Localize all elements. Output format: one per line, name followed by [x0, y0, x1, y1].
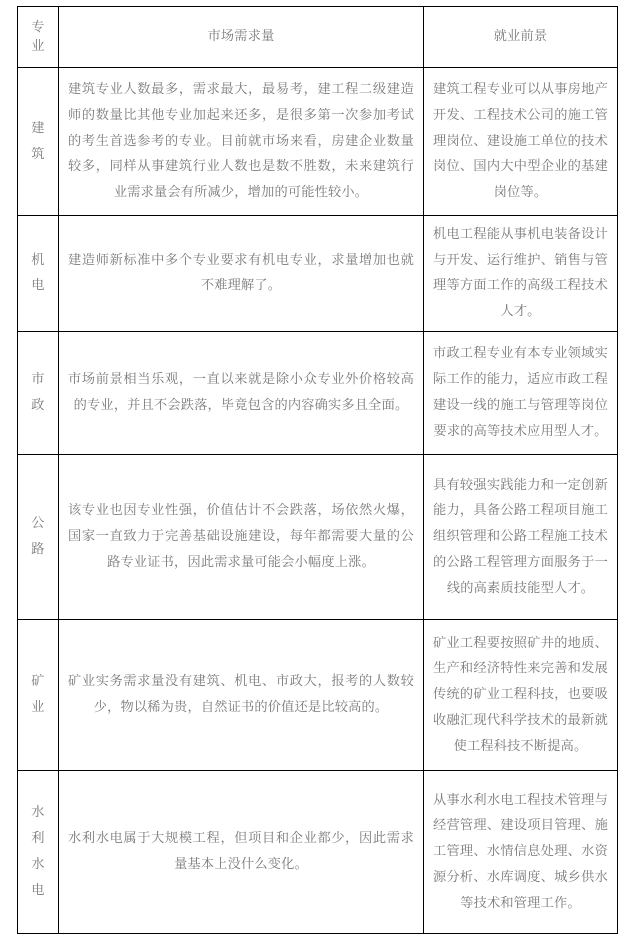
- cell-major: 市政: [18, 331, 59, 454]
- cell-demand: 该专业也因专业性强，价值估计不会跌落，场依然火爆，国家一直致力于完善基础设施建设，每年都需要大量的公路专业证书，因此需求量可能会小幅度上涨。: [59, 454, 424, 619]
- table-row: [18, 216, 618, 332]
- cell-outlook: 机电工程能从事机电装备设计与开发、运行维护、销售与管理等方面工作的高级工程技术人才。: [424, 216, 618, 332]
- cell-demand: 市场前景相当乐观，一直以来就是除小众专业外价格较高的专业，并且不会跌落，毕竟包含的内容确实多且全面。: [59, 331, 424, 454]
- column-header-major: [18, 7, 59, 68]
- cell-demand: 建筑专业人数最多，需求最大，最易考，建工程二级建造师的数量比其他专业加起来还多，是很多第一次参加考试的考生首选参考的专业。目前就市场来看，房建企业数量较多，同样从事建筑行业人数也是数不胜数，未来建筑行业需求量会有所减少，增加的可能性较小。: [59, 68, 424, 216]
- column-header-outlook: 就业前景: [424, 7, 618, 68]
- cell-demand: 建造师新标准中多个专业要求有机电专业，求量增加也就不难理解了。: [59, 216, 424, 332]
- cell-major: 矿业: [18, 619, 59, 770]
- table-row: [18, 68, 618, 216]
- table-row: [18, 619, 618, 770]
- cell-outlook: 建筑工程专业可以从事房地产开发、工程技术公司的施工管理岗位、建设施工单位的技术岗位、国内大中型企业的基建岗位等。: [424, 68, 618, 216]
- table-header-row: [18, 7, 618, 68]
- table-container: [17, 6, 618, 934]
- table-row: [18, 454, 618, 619]
- cell-major: 建筑: [18, 68, 59, 216]
- cell-outlook: 具有较强实践能力和一定创新能力，具备公路工程项目施工组织管理和公路工程施工技术的公路工程管理方面服务于一线的高素质技能型人才。: [424, 454, 618, 619]
- table-row: [18, 331, 618, 454]
- column-header-major-label: 专业: [31, 19, 45, 54]
- cell-outlook: 矿业工程要按照矿井的地质、生产和经济特性来完善和发展传统的矿业工程科技，也要吸收融汇现代科学技术的最新就使工程科技不断提高。: [424, 619, 618, 770]
- major-demand-outlook-table: [17, 6, 618, 934]
- cell-major: 水利水电: [18, 770, 59, 933]
- cell-major: 公路: [18, 454, 59, 619]
- cell-demand: 水利水电属于大规模工程，但项目和企业都少，因此需求量基本上没什么变化。: [59, 770, 424, 933]
- table-body: [18, 7, 618, 934]
- cell-demand: 矿业实务需求量没有建筑、机电、市政大，报考的人数较少，物以稀为贵，自然证书的价值还是比较高的。: [59, 619, 424, 770]
- table-row: [18, 770, 618, 933]
- cell-major: 机电: [18, 216, 59, 332]
- cell-outlook: 从事水利水电工程技术管理与经营管理、建设项目管理、施工管理、水情信息处理、水资源分析、水库调度、城乡供水等技术和管理工作。: [424, 770, 618, 933]
- column-header-demand: 市场需求量: [59, 7, 424, 68]
- cell-outlook: 市政工程专业有本专业领域实际工作的能力，适应市政工程建设一线的施工与管理等岗位要求的高等技术应用型人才。: [424, 331, 618, 454]
